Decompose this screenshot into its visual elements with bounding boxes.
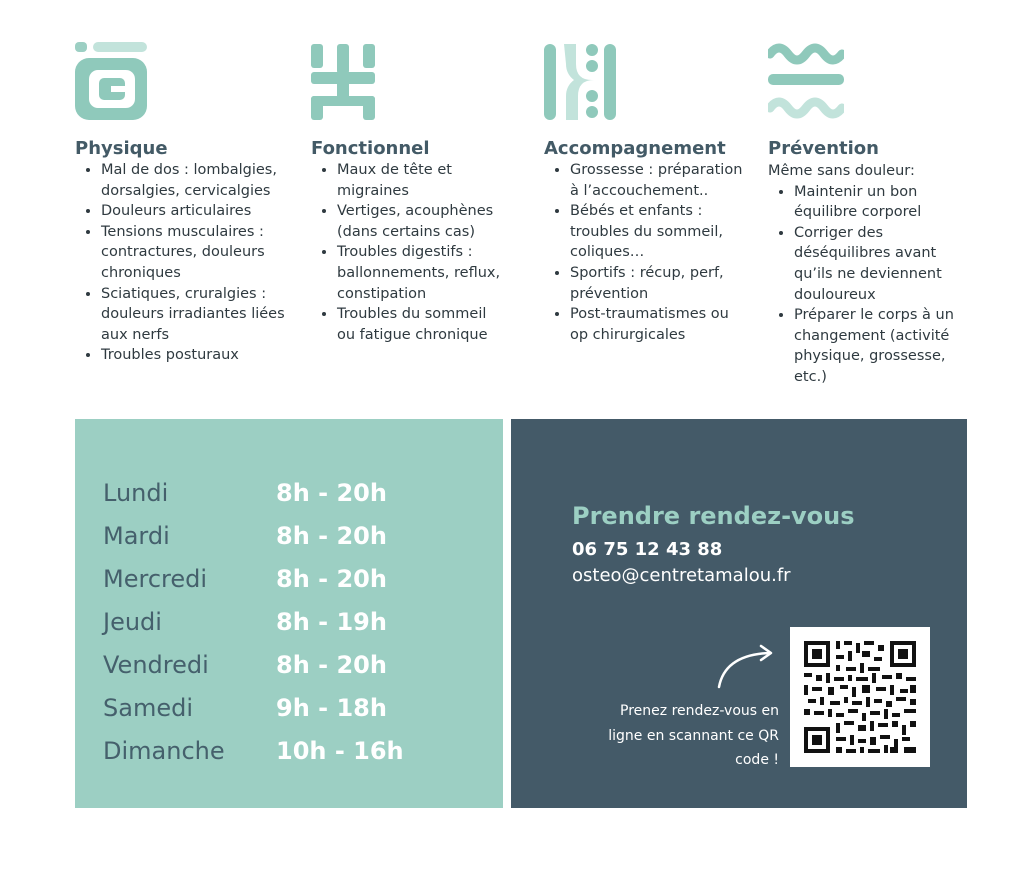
day-label: Samedi — [103, 694, 193, 722]
list-item: • Troubles digestifs : ballonnements, reflux, constipation — [337, 242, 501, 304]
time-range: 8h - 20h — [276, 651, 387, 679]
category-fonctionnel — [311, 40, 501, 345]
qr-code[interactable] — [790, 627, 930, 767]
list-item: • Corriger des déséquilibres avant qu’ils ne deviennent douloureux — [794, 223, 968, 305]
list-item: • Troubles posturaux — [101, 345, 290, 366]
list-item: • Mal de dos : lombalgies, dorsalgies, cervicalgies — [101, 160, 290, 201]
category-title: Physique — [75, 138, 168, 159]
list-item: • Tensions musculaires : contractures, douleurs chroniques — [101, 222, 290, 284]
hours-row — [103, 479, 493, 519]
category-physique — [75, 40, 290, 366]
day-label: Mardi — [103, 522, 170, 550]
category-prevention — [768, 40, 968, 388]
opening-hours-panel — [75, 419, 503, 808]
day-label: Jeudi — [103, 608, 162, 636]
waves-symbol-icon — [768, 40, 844, 120]
list-item: • Bébés et enfants : troubles du sommeil, coliques… — [570, 201, 744, 263]
list-item: • Douleurs articulaires — [101, 201, 290, 222]
qr-code-icon — [790, 627, 930, 767]
category-title: Fonctionnel — [311, 138, 430, 159]
list-item: • Vertiges, acouphènes (dans certains cas) — [337, 201, 501, 242]
list-item: • Maintenir un bon équilibre corporel — [794, 182, 968, 223]
list-item: • Troubles du sommeil ou fatigue chronique — [337, 304, 501, 345]
day-label: Mercredi — [103, 565, 208, 593]
category-accompagnement — [544, 40, 744, 345]
list-item: • Post-traumatismes ou op chirurgicales — [570, 304, 744, 345]
list-item: • Préparer le corps à un changement (activité physique, grossesse, etc.) — [794, 305, 968, 387]
appointment-title: Prendre rendez-vous — [572, 502, 855, 530]
email-link[interactable]: osteo@centretamalou.fr — [572, 565, 791, 586]
day-label: Lundi — [103, 479, 169, 507]
time-range: 8h - 20h — [276, 479, 387, 507]
appointment-panel — [511, 419, 967, 808]
time-range: 8h - 20h — [276, 522, 387, 550]
letter-a-symbol-icon — [75, 40, 151, 120]
curved-arrow-icon — [711, 643, 783, 693]
hours-row — [103, 608, 493, 648]
hours-row — [103, 565, 493, 605]
scan-instructions: Prenez rendez-vous en ligne en scannant ce QR code ! — [608, 703, 779, 768]
time-range: 10h - 16h — [276, 737, 404, 765]
day-label: Vendredi — [103, 651, 209, 679]
hours-row — [103, 522, 493, 562]
phone-link[interactable]: 06 75 12 43 88 — [572, 539, 723, 560]
time-range: 8h - 19h — [276, 608, 387, 636]
category-intro: Même sans douleur: — [768, 163, 915, 179]
list-item: • Grossesse : préparation à l’accouchement.. — [570, 160, 744, 201]
hours-row — [103, 694, 493, 734]
hours-row — [103, 651, 493, 691]
day-label: Dimanche — [103, 737, 225, 765]
list-item: • Maux de tête et migraines — [337, 160, 501, 201]
hours-row — [103, 737, 493, 777]
list-item: • Sportifs : récup, perf, prévention — [570, 263, 744, 304]
bars-dots-symbol-icon — [544, 40, 620, 120]
category-title: Prévention — [768, 138, 879, 159]
category-title: Accompagnement — [544, 138, 726, 159]
figure-symbol-icon — [311, 40, 387, 120]
time-range: 8h - 20h — [276, 565, 387, 593]
category-list — [75, 160, 290, 366]
list-item: • Sciatiques, cruralgies : douleurs irradiantes liées aux nerfs — [101, 284, 290, 346]
category-list — [311, 160, 501, 345]
time-range: 9h - 18h — [276, 694, 387, 722]
category-list — [544, 160, 744, 345]
category-list — [768, 182, 968, 388]
